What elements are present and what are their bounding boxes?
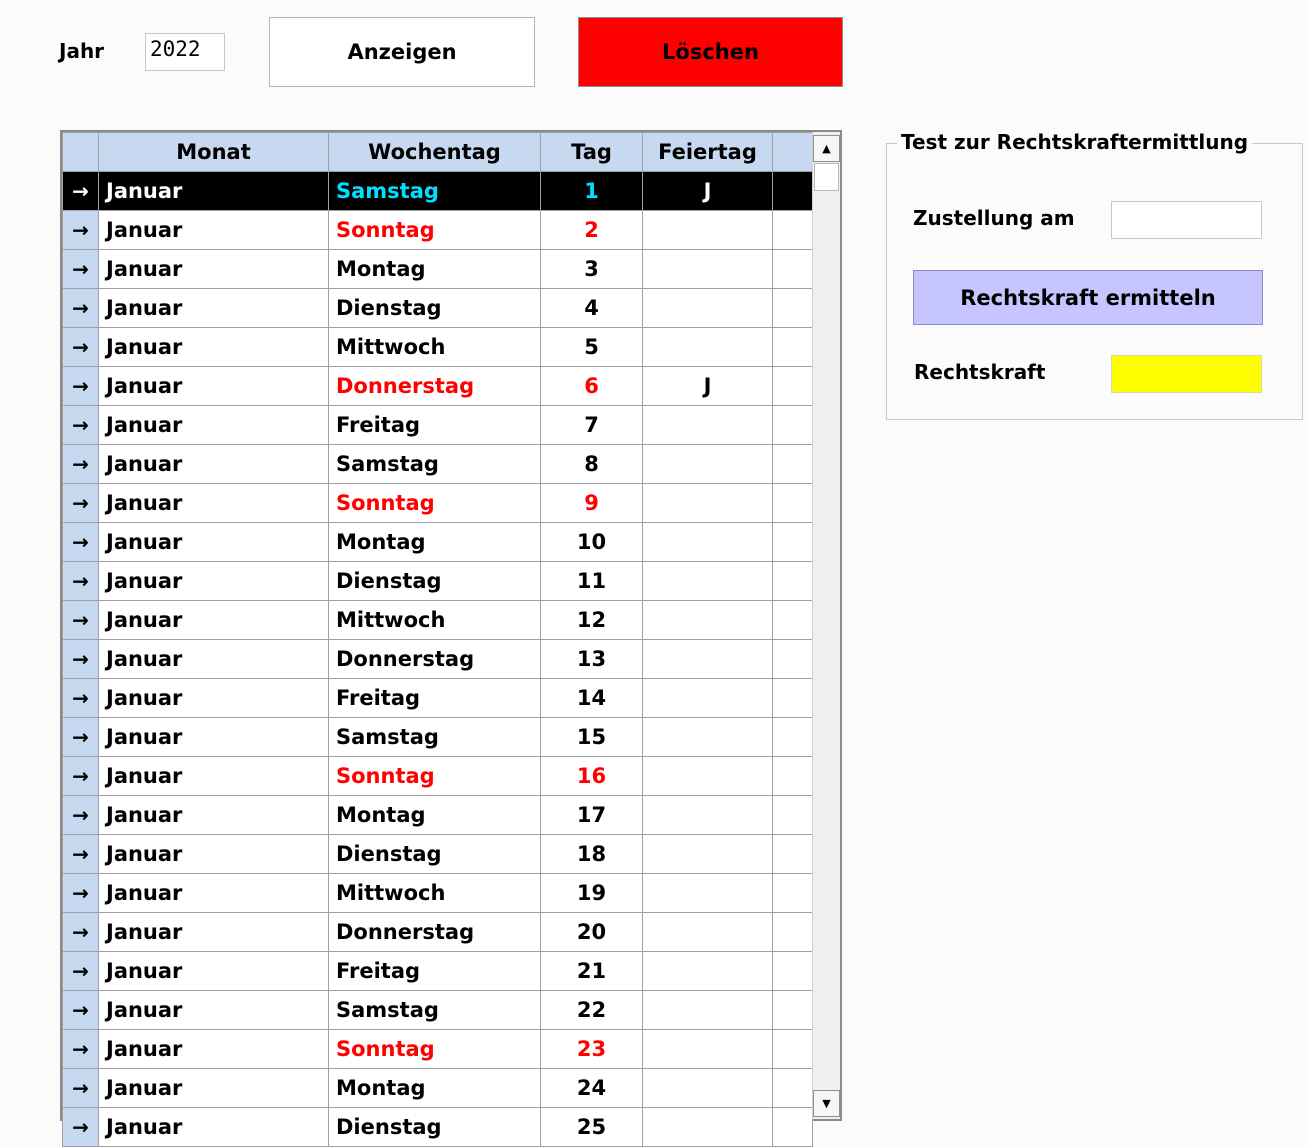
row-selector-arrow-icon[interactable]: → bbox=[63, 718, 99, 757]
cell-weekday[interactable]: Sonntag bbox=[329, 1030, 541, 1069]
table-row[interactable] bbox=[63, 172, 813, 211]
table-row[interactable] bbox=[63, 250, 813, 289]
cell-weekday[interactable]: Dienstag bbox=[329, 1108, 541, 1147]
cell-weekday[interactable]: Mittwoch bbox=[329, 601, 541, 640]
row-selector-arrow-icon[interactable]: → bbox=[63, 1069, 99, 1108]
cell-weekday[interactable]: Mittwoch bbox=[329, 328, 541, 367]
cell-day[interactable]: 24 bbox=[541, 1069, 643, 1108]
cell-filler bbox=[773, 250, 813, 289]
cell-holiday[interactable] bbox=[643, 757, 773, 796]
cell-day[interactable]: 13 bbox=[541, 640, 643, 679]
table-row[interactable] bbox=[63, 952, 813, 991]
cell-day[interactable]: 22 bbox=[541, 991, 643, 1030]
cell-filler bbox=[773, 913, 813, 952]
row-selector-arrow-icon[interactable]: → bbox=[63, 913, 99, 952]
row-selector-arrow-icon[interactable]: → bbox=[63, 484, 99, 523]
delete-button[interactable]: Löschen bbox=[578, 17, 843, 87]
cell-weekday[interactable]: Montag bbox=[329, 523, 541, 562]
cell-day[interactable]: 11 bbox=[541, 562, 643, 601]
year-label: Jahr bbox=[59, 39, 105, 63]
cell-holiday[interactable] bbox=[643, 1069, 773, 1108]
cell-day[interactable]: 15 bbox=[541, 718, 643, 757]
cell-holiday[interactable] bbox=[643, 523, 773, 562]
cell-day[interactable]: 9 bbox=[541, 484, 643, 523]
cell-filler bbox=[773, 562, 813, 601]
cell-month[interactable]: Januar bbox=[99, 1069, 329, 1108]
cell-weekday[interactable]: Freitag bbox=[329, 679, 541, 718]
cell-weekday[interactable]: Donnerstag bbox=[329, 367, 541, 406]
cell-weekday[interactable]: Donnerstag bbox=[329, 640, 541, 679]
table-row[interactable] bbox=[63, 718, 813, 757]
cell-holiday[interactable] bbox=[643, 601, 773, 640]
cell-month[interactable]: Januar bbox=[99, 1108, 329, 1147]
row-selector-arrow-icon[interactable]: → bbox=[63, 562, 99, 601]
cell-month[interactable]: Januar bbox=[99, 172, 329, 211]
cell-holiday[interactable] bbox=[643, 835, 773, 874]
cell-weekday[interactable]: Dienstag bbox=[329, 289, 541, 328]
cell-weekday[interactable]: Samstag bbox=[329, 718, 541, 757]
table-row[interactable] bbox=[63, 640, 813, 679]
row-selector-arrow-icon[interactable]: → bbox=[63, 796, 99, 835]
row-selector-arrow-icon[interactable]: → bbox=[63, 523, 99, 562]
year-input[interactable]: 2022 bbox=[145, 33, 225, 71]
table-row[interactable] bbox=[63, 1108, 813, 1147]
column-header-day[interactable]: Tag bbox=[541, 133, 643, 172]
cell-holiday[interactable] bbox=[643, 1030, 773, 1069]
cell-month[interactable]: Januar bbox=[99, 289, 329, 328]
table-row[interactable] bbox=[63, 484, 813, 523]
result-label: Rechtskraft bbox=[914, 360, 1046, 384]
cell-filler bbox=[773, 757, 813, 796]
show-button[interactable]: Anzeigen bbox=[269, 17, 535, 87]
cell-day[interactable]: 14 bbox=[541, 679, 643, 718]
cell-weekday[interactable]: Samstag bbox=[329, 172, 541, 211]
scroll-down-icon[interactable]: ▼ bbox=[813, 1090, 840, 1117]
cell-holiday[interactable] bbox=[643, 250, 773, 289]
cell-filler bbox=[773, 835, 813, 874]
cell-day[interactable]: 25 bbox=[541, 1108, 643, 1147]
row-selector-arrow-icon[interactable]: → bbox=[63, 640, 99, 679]
cell-month[interactable]: Januar bbox=[99, 640, 329, 679]
row-selector-arrow-icon[interactable]: → bbox=[63, 1108, 99, 1147]
cell-day[interactable]: 16 bbox=[541, 757, 643, 796]
cell-day[interactable]: 3 bbox=[541, 250, 643, 289]
cell-holiday[interactable] bbox=[643, 289, 773, 328]
table-row[interactable] bbox=[63, 289, 813, 328]
table-row[interactable] bbox=[63, 328, 813, 367]
cell-filler bbox=[773, 952, 813, 991]
row-selector-arrow-icon[interactable]: → bbox=[63, 172, 99, 211]
table-row[interactable] bbox=[63, 601, 813, 640]
table-row[interactable] bbox=[63, 523, 813, 562]
column-header-weekday[interactable]: Wochentag bbox=[329, 133, 541, 172]
row-selector-arrow-icon[interactable]: → bbox=[63, 406, 99, 445]
cell-filler bbox=[773, 523, 813, 562]
cell-filler bbox=[773, 367, 813, 406]
cell-day[interactable]: 17 bbox=[541, 796, 643, 835]
grid-body bbox=[63, 172, 813, 1147]
table-row[interactable] bbox=[63, 562, 813, 601]
column-header-holiday[interactable]: Feiertag bbox=[643, 133, 773, 172]
table-row[interactable] bbox=[63, 679, 813, 718]
cell-month[interactable]: Januar bbox=[99, 757, 329, 796]
cell-month[interactable]: Januar bbox=[99, 601, 329, 640]
header-row bbox=[63, 133, 813, 172]
row-selector-arrow-icon[interactable]: → bbox=[63, 835, 99, 874]
cell-weekday[interactable]: Freitag bbox=[329, 406, 541, 445]
cell-weekday[interactable]: Dienstag bbox=[329, 835, 541, 874]
cell-weekday[interactable]: Donnerstag bbox=[329, 913, 541, 952]
cell-holiday[interactable] bbox=[643, 484, 773, 523]
cell-month[interactable]: Januar bbox=[99, 445, 329, 484]
row-selector-arrow-icon[interactable]: → bbox=[63, 445, 99, 484]
cell-month[interactable]: Januar bbox=[99, 796, 329, 835]
cell-day[interactable]: 7 bbox=[541, 406, 643, 445]
column-header-month[interactable]: Monat bbox=[99, 133, 329, 172]
row-selector-arrow-icon[interactable]: → bbox=[63, 211, 99, 250]
cell-holiday[interactable] bbox=[643, 562, 773, 601]
cell-filler bbox=[773, 1108, 813, 1147]
cell-holiday[interactable] bbox=[643, 679, 773, 718]
row-selector-arrow-icon[interactable]: → bbox=[63, 289, 99, 328]
cell-month[interactable]: Januar bbox=[99, 367, 329, 406]
cell-day[interactable]: 10 bbox=[541, 523, 643, 562]
cell-month[interactable]: Januar bbox=[99, 328, 329, 367]
cell-holiday[interactable] bbox=[643, 952, 773, 991]
cell-weekday[interactable]: Sonntag bbox=[329, 484, 541, 523]
table-row[interactable] bbox=[63, 757, 813, 796]
cell-weekday[interactable]: Freitag bbox=[329, 952, 541, 991]
cell-day[interactable]: 2 bbox=[541, 211, 643, 250]
vertical-scrollbar[interactable] bbox=[812, 132, 840, 1119]
table-row[interactable] bbox=[63, 913, 813, 952]
cell-day[interactable]: 20 bbox=[541, 913, 643, 952]
delivery-label: Zustellung am bbox=[913, 206, 1075, 230]
row-selector-arrow-icon[interactable]: → bbox=[63, 679, 99, 718]
cell-holiday[interactable]: J bbox=[643, 172, 773, 211]
cell-weekday[interactable]: Montag bbox=[329, 250, 541, 289]
table-row[interactable] bbox=[63, 796, 813, 835]
cell-filler bbox=[773, 1069, 813, 1108]
cell-filler bbox=[773, 601, 813, 640]
cell-weekday[interactable]: Samstag bbox=[329, 991, 541, 1030]
cell-filler bbox=[773, 796, 813, 835]
cell-holiday[interactable] bbox=[643, 640, 773, 679]
cell-filler bbox=[773, 874, 813, 913]
calendar-grid[interactable] bbox=[60, 130, 842, 1139]
cell-weekday[interactable]: Dienstag bbox=[329, 562, 541, 601]
cell-weekday[interactable]: Samstag bbox=[329, 445, 541, 484]
scroll-thumb[interactable] bbox=[814, 163, 839, 191]
cell-filler bbox=[773, 991, 813, 1030]
cell-holiday[interactable] bbox=[643, 445, 773, 484]
cell-month[interactable]: Januar bbox=[99, 484, 329, 523]
header-corner bbox=[63, 133, 99, 172]
cell-holiday[interactable] bbox=[643, 328, 773, 367]
cell-month[interactable]: Januar bbox=[99, 835, 329, 874]
legal-force-group-title: Test zur Rechtskraftermittlung bbox=[897, 130, 1252, 154]
table-row[interactable] bbox=[63, 1030, 813, 1069]
cell-filler bbox=[773, 445, 813, 484]
cell-filler bbox=[773, 718, 813, 757]
cell-day[interactable]: 5 bbox=[541, 328, 643, 367]
cell-day[interactable]: 12 bbox=[541, 601, 643, 640]
cell-filler bbox=[773, 289, 813, 328]
cell-month[interactable]: Januar bbox=[99, 562, 329, 601]
cell-weekday[interactable]: Sonntag bbox=[329, 757, 541, 796]
row-selector-arrow-icon[interactable]: → bbox=[63, 601, 99, 640]
table-row[interactable] bbox=[63, 367, 813, 406]
cell-day[interactable]: 23 bbox=[541, 1030, 643, 1069]
cell-day[interactable]: 8 bbox=[541, 445, 643, 484]
cell-holiday[interactable] bbox=[643, 718, 773, 757]
cell-filler bbox=[773, 640, 813, 679]
cell-month[interactable]: Januar bbox=[99, 523, 329, 562]
cell-weekday[interactable]: Mittwoch bbox=[329, 874, 541, 913]
cell-filler bbox=[773, 211, 813, 250]
cell-holiday[interactable] bbox=[643, 211, 773, 250]
cell-filler bbox=[773, 484, 813, 523]
row-selector-arrow-icon[interactable]: → bbox=[63, 367, 99, 406]
table-row[interactable] bbox=[63, 406, 813, 445]
calc-legal-force-button[interactable]: Rechtskraft ermitteln bbox=[913, 270, 1263, 325]
cell-weekday[interactable]: Montag bbox=[329, 796, 541, 835]
row-selector-arrow-icon[interactable]: → bbox=[63, 757, 99, 796]
row-selector-arrow-icon[interactable]: → bbox=[63, 952, 99, 991]
row-selector-arrow-icon[interactable]: → bbox=[63, 328, 99, 367]
cell-month[interactable]: Januar bbox=[99, 874, 329, 913]
cell-holiday[interactable] bbox=[643, 796, 773, 835]
cell-holiday[interactable] bbox=[643, 913, 773, 952]
result-field bbox=[1111, 355, 1262, 393]
cell-month[interactable]: Januar bbox=[99, 991, 329, 1030]
row-selector-arrow-icon[interactable]: → bbox=[63, 991, 99, 1030]
row-selector-arrow-icon[interactable]: → bbox=[63, 874, 99, 913]
cell-month[interactable]: Januar bbox=[99, 211, 329, 250]
cell-holiday[interactable] bbox=[643, 991, 773, 1030]
cell-filler bbox=[773, 172, 813, 211]
cell-filler bbox=[773, 1030, 813, 1069]
cell-month[interactable]: Januar bbox=[99, 913, 329, 952]
cell-month[interactable]: Januar bbox=[99, 718, 329, 757]
table-row[interactable] bbox=[63, 1069, 813, 1108]
cell-holiday[interactable] bbox=[643, 1108, 773, 1147]
cell-day[interactable]: 4 bbox=[541, 289, 643, 328]
cell-weekday[interactable]: Sonntag bbox=[329, 211, 541, 250]
cell-month[interactable]: Januar bbox=[99, 952, 329, 991]
cell-month[interactable]: Januar bbox=[99, 250, 329, 289]
cell-filler bbox=[773, 328, 813, 367]
cell-holiday[interactable]: J bbox=[643, 367, 773, 406]
cell-weekday[interactable]: Montag bbox=[329, 1069, 541, 1108]
cell-filler bbox=[773, 406, 813, 445]
table-row[interactable] bbox=[63, 874, 813, 913]
table-row[interactable] bbox=[63, 991, 813, 1030]
cell-holiday[interactable] bbox=[643, 874, 773, 913]
calendar-table bbox=[62, 132, 813, 1147]
scroll-up-icon[interactable]: ▲ bbox=[813, 135, 840, 162]
cell-day[interactable]: 19 bbox=[541, 874, 643, 913]
cell-month[interactable]: Januar bbox=[99, 679, 329, 718]
cell-filler bbox=[773, 679, 813, 718]
row-selector-arrow-icon[interactable]: → bbox=[63, 250, 99, 289]
table-row[interactable] bbox=[63, 211, 813, 250]
cell-month[interactable]: Januar bbox=[99, 406, 329, 445]
table-row[interactable] bbox=[63, 445, 813, 484]
cell-holiday[interactable] bbox=[643, 406, 773, 445]
cell-day[interactable]: 21 bbox=[541, 952, 643, 991]
delivery-date-input[interactable] bbox=[1111, 201, 1262, 239]
column-header-filler bbox=[773, 133, 813, 172]
cell-day[interactable]: 1 bbox=[541, 172, 643, 211]
cell-month[interactable]: Januar bbox=[99, 1030, 329, 1069]
row-selector-arrow-icon[interactable]: → bbox=[63, 1030, 99, 1069]
cell-day[interactable]: 6 bbox=[541, 367, 643, 406]
cell-day[interactable]: 18 bbox=[541, 835, 643, 874]
table-row[interactable] bbox=[63, 835, 813, 874]
